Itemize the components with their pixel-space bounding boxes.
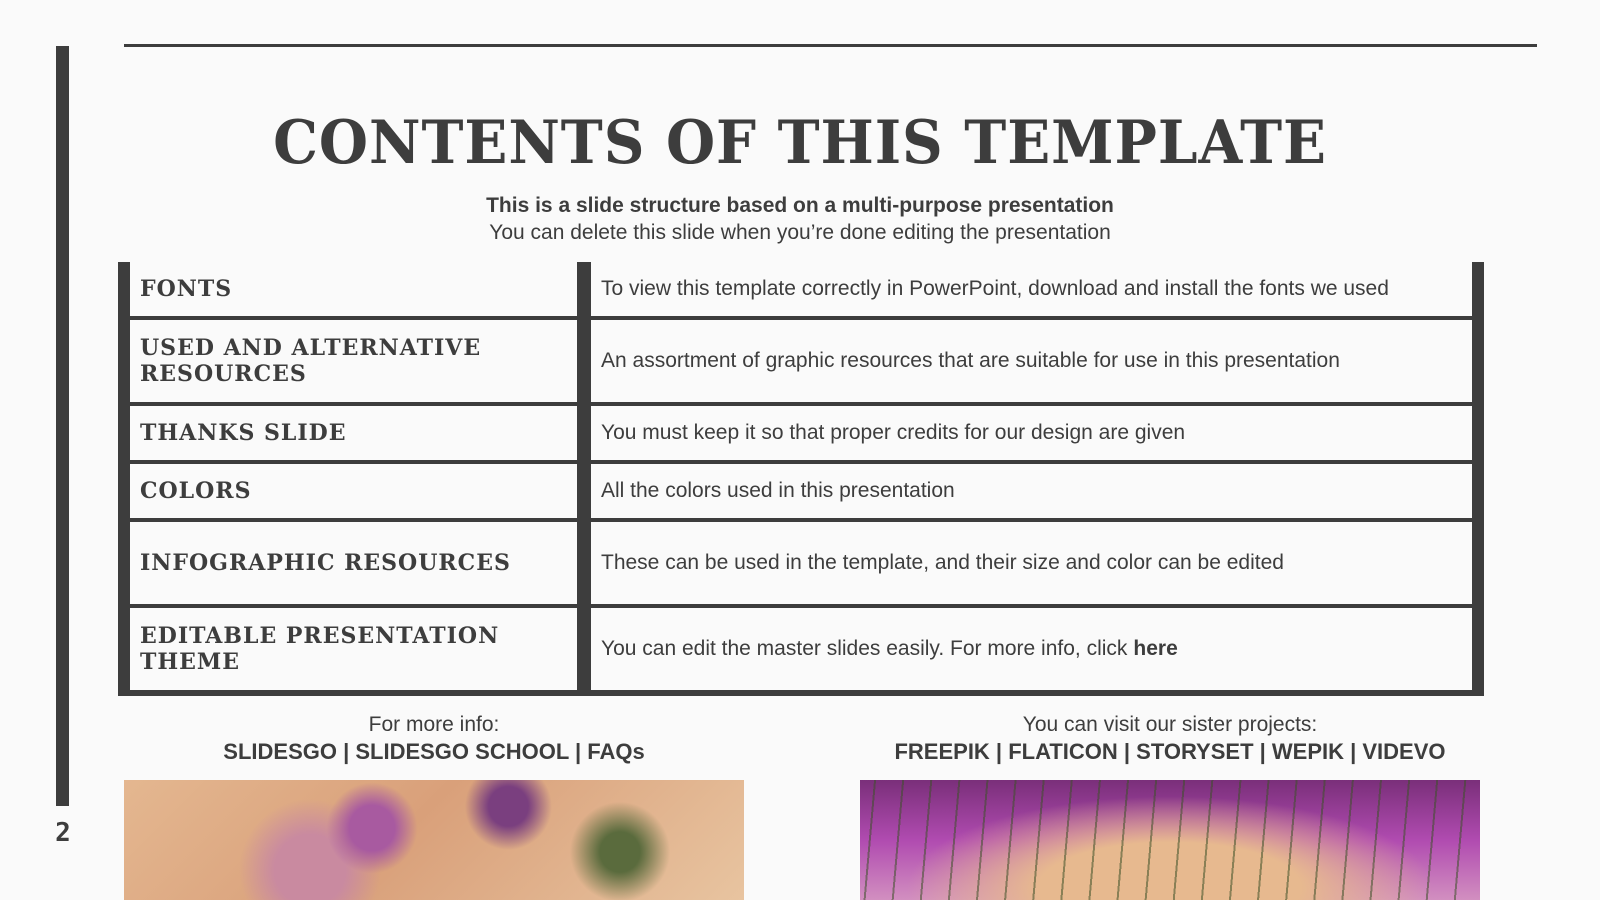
row-name: USED AND ALTERNATIVE RESOURCES: [130, 320, 577, 402]
page-number: 2: [55, 818, 71, 848]
row-name: EDITABLE PRESENTATION THEME: [130, 608, 577, 690]
row-description: These can be used in the template, and their size and color can be edited: [591, 522, 1472, 604]
table-row: [130, 464, 1472, 518]
row-name: INFOGRAPHIC RESOURCES: [130, 522, 577, 604]
info-right-caption: You can visit our sister projects:: [1022, 713, 1318, 736]
table-row: [130, 406, 1472, 460]
contents-table: [118, 262, 1484, 696]
slide-subtitle: You can delete this slide when you’re done editing the presentation: [489, 221, 1111, 244]
table-row: [130, 608, 1472, 690]
row-description: To view this template correctly in PowerPoint, download and install the fonts we used: [591, 262, 1472, 316]
info-right-links[interactable]: FREEPIK | FLATICON | STORYSET | WEPIK | VIDEVO: [894, 739, 1446, 764]
table-row: [130, 522, 1472, 604]
table-row: [130, 262, 1472, 316]
slide-title: CONTENTS OF THIS TEMPLATE: [273, 108, 1327, 178]
row-description: All the colors used in this presentation: [591, 464, 1472, 518]
row-description: You can edit the master slides easily. For more info, click: [601, 637, 1128, 660]
info-left-links[interactable]: SLIDESGO | SLIDESGO SCHOOL | FAQs: [223, 739, 645, 764]
table-row: [130, 320, 1472, 402]
row-description-container: [591, 608, 1472, 690]
here-link[interactable]: here: [1133, 637, 1178, 660]
top-rule: [124, 44, 1537, 47]
info-right: [860, 712, 1480, 766]
row-description: You must keep it so that proper credits for our design are given: [591, 406, 1472, 460]
row-name: COLORS: [130, 464, 577, 518]
row-name: FONTS: [130, 262, 577, 316]
grass-photo-right: [860, 780, 1480, 900]
info-left-caption: For more info:: [368, 713, 500, 736]
row-name: THANKS SLIDE: [130, 406, 577, 460]
info-left: [124, 712, 744, 766]
sand-photo-left: [124, 780, 744, 900]
slide-subtitle-bold: This is a slide structure based on a multi-purpose presentation: [486, 194, 1114, 217]
row-description: An assortment of graphic resources that are suitable for use in this presentation: [591, 320, 1472, 402]
